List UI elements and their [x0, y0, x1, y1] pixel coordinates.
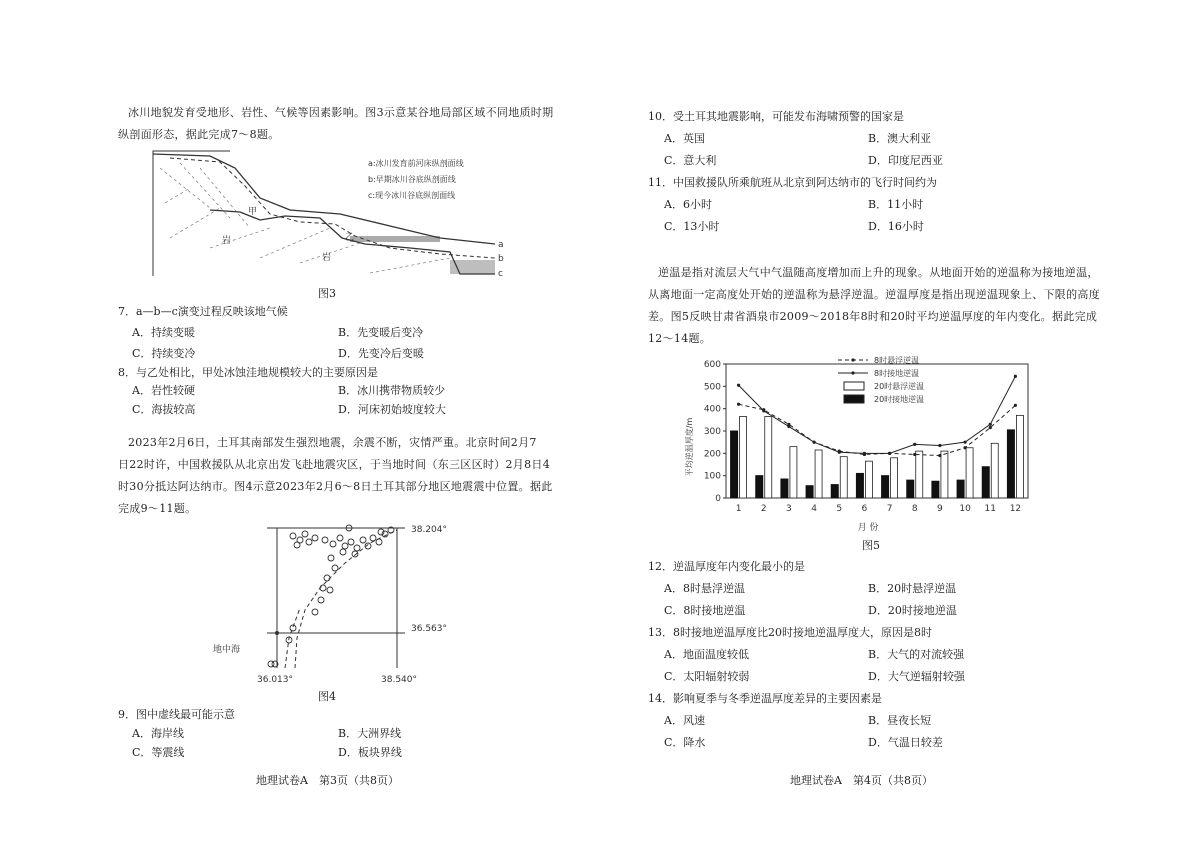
chart-x-tick-label: 7	[886, 504, 893, 514]
chart-y-tick-label: 600	[703, 360, 721, 370]
legend-label: 20时悬浮逆温	[874, 382, 925, 391]
bar-20h-elevated-inversion	[865, 461, 872, 498]
question-10-stem: 10．受土耳其地震影响，可能发布海啸预警的国家是	[648, 110, 904, 123]
line-point	[989, 426, 992, 429]
fig3-legend-b: b:早期冰川谷底纵剖面线	[368, 175, 456, 184]
fig4-sea-label: 地中海	[213, 645, 241, 655]
bar-20h-ground-inversion	[731, 431, 738, 498]
legend-bar-swatch	[844, 395, 864, 403]
chart-y-tick-label: 200	[703, 449, 721, 460]
intro-glacier-line2: 纵剖面形态，据此完成7～8题。	[118, 128, 280, 141]
figure-4-caption: 图4	[318, 690, 336, 703]
fig4-left-lon: 36.013°	[257, 675, 293, 685]
intro-inversion	[648, 262, 1128, 350]
intro-inversion-line3: 差。图5反映甘肃省酒泉市2009～2018年8时和20时平均逆温厚度的年内变化。据此完成	[648, 310, 1098, 323]
q9-option-a: A．海岸线	[132, 727, 184, 740]
chart-y-tick-label: 0	[715, 494, 721, 504]
intro-earthquake-line1: 2023年2月6日，土耳其南部发生强烈地震，余震不断，灾情严重。北京时间2月7	[128, 436, 537, 449]
fig3-label-yi: 乙	[345, 233, 355, 243]
bar-20h-ground-inversion	[982, 467, 989, 498]
bar-20h-elevated-inversion	[1016, 415, 1023, 498]
q7-option-d: D．先变冷后变暖	[338, 347, 424, 360]
fig3-label-c: c	[498, 269, 503, 279]
fig3-label-jia: 甲	[248, 207, 258, 217]
bar-20h-elevated-inversion	[840, 457, 847, 498]
q8-option-c: C．海拔较高	[132, 403, 196, 416]
q13-option-a: A．地面温度较低	[664, 648, 749, 661]
legend-marker	[851, 371, 854, 374]
chart-x-tick-label: 9	[937, 504, 943, 514]
q8-option-b: B．冰川携带物质较少	[338, 384, 446, 397]
bar-20h-ground-inversion	[781, 479, 788, 498]
question-14-stem: 14．影响夏季与冬季逆温厚度差异的主要因素是	[648, 692, 882, 705]
q9-option-b: B．大洲界线	[338, 727, 402, 740]
fig3-legend-a: a:冰川发育前河床纵剖面线	[368, 159, 464, 168]
chart-y-tick-label: 100	[703, 471, 721, 482]
q8-option-d: D．河床初始坡度较大	[338, 403, 446, 416]
line-point	[737, 403, 740, 406]
q10-option-d: D．印度尼西亚	[868, 154, 943, 167]
chart-x-tick-label: 6	[861, 504, 868, 514]
bar-20h-ground-inversion	[856, 473, 863, 498]
fig3-label-b: b	[498, 254, 504, 264]
chart-y-tick-label: 500	[703, 382, 721, 393]
line-8h-elevated-inversion	[739, 404, 1016, 455]
figure-4-map	[205, 518, 485, 688]
line-point	[888, 452, 891, 455]
bar-20h-elevated-inversion	[815, 450, 822, 498]
fig4-right-lon: 38.540°	[381, 675, 417, 685]
intro-earthquake-line4: 完成9～11题。	[118, 502, 197, 515]
chart-x-tick-label: 3	[786, 504, 792, 514]
bar-20h-elevated-inversion	[966, 448, 973, 498]
question-8-stem: 8．与乙处相比，甲处冰蚀洼地规模较大的主要原因是	[118, 366, 378, 379]
intro-earthquake-line3: 时30分抵达阿达纳市。图4示意2023年2月6～8日土耳其部分地区地震震中位置。据此	[118, 480, 553, 493]
figure-5-chart	[678, 352, 1038, 534]
chart-x-axis-label: 月 份	[857, 523, 879, 533]
q13-option-b: B．大气的对流较强	[868, 648, 965, 661]
bar-20h-ground-inversion	[1007, 430, 1014, 498]
bar-20h-elevated-inversion	[740, 416, 747, 498]
bar-20h-elevated-inversion	[790, 447, 797, 498]
line-point	[737, 384, 740, 387]
bar-20h-elevated-inversion	[941, 451, 948, 498]
fig3-legend-c: c:现今冰川谷底纵剖面线	[368, 191, 456, 200]
intro-inversion-line4: 12～14题。	[648, 332, 712, 345]
line-point	[913, 443, 916, 446]
chart-x-tick-label: 8	[911, 504, 918, 514]
q9-option-c: C．等震线	[132, 746, 185, 759]
line-point	[938, 444, 941, 447]
q12-option-b: B．20时悬浮逆温	[868, 582, 957, 595]
bar-20h-ground-inversion	[957, 480, 964, 498]
chart-x-tick-label: 11	[984, 504, 996, 514]
line-point	[812, 441, 815, 444]
chart-y-tick-label: 400	[703, 404, 721, 415]
q7-option-b: B．先变暖后变冷	[338, 326, 424, 339]
q7-option-a: A．持续变暖	[132, 326, 195, 339]
intro-earthquake-line2: 日22时许，中国救援队从北京出发飞赴地震灾区，于当地时间（东三区区时）2月8日4	[118, 458, 550, 471]
question-7-stem: 7．a—b—c演变过程反映该地气候	[118, 305, 288, 318]
line-point	[863, 452, 866, 455]
bar-20h-ground-inversion	[831, 485, 838, 498]
q12-option-a: A．8时悬浮逆温	[664, 582, 745, 595]
figure-3-profile	[150, 148, 505, 280]
q11-option-d: D．16小时	[868, 220, 924, 233]
q14-option-a: A．风速	[664, 714, 705, 727]
q14-option-b: B．昼夜长短	[868, 714, 932, 727]
line-point	[913, 453, 916, 456]
intro-glacier	[118, 102, 588, 146]
chart-y-axis-label: 平均逆温厚度/m	[685, 417, 694, 477]
chart-x-tick-label: 4	[811, 504, 817, 514]
footer-page-4: 地理试卷A 第4页（共8页）	[790, 774, 933, 787]
legend-label: 8时接地逆温	[874, 369, 920, 378]
q9-option-d: D．板块界线	[338, 746, 402, 759]
intro-glacier-line1: 冰川地貌发育受地形、岩性、气候等因素影响。图3示意某谷地局部区域不同地质时期	[128, 106, 554, 119]
line-point	[938, 454, 941, 457]
bar-20h-elevated-inversion	[891, 458, 898, 498]
q11-option-a: A．6小时	[664, 198, 712, 211]
bar-20h-ground-inversion	[806, 486, 813, 498]
fig4-top-lat: 38.204°	[411, 525, 447, 535]
q12-option-d: D．20时接地逆温	[868, 604, 957, 617]
legend-bar-swatch	[844, 382, 864, 390]
bar-20h-elevated-inversion	[991, 443, 998, 498]
q13-option-d: D．大气逆辐射较强	[868, 670, 965, 683]
question-12-stem: 12．逆温厚度年内变化最小的是	[648, 560, 805, 573]
question-13-stem: 13．8时接地逆温厚度比20时接地逆温厚度大，原因是8时	[648, 626, 932, 639]
legend-label: 8时悬浮逆温	[874, 356, 920, 365]
question-9-stem: 9．图中虚线最可能示意	[118, 708, 235, 721]
question-11-stem: 11．中国救援队所乘航班从北京到阿达纳市的飞行时间约为	[648, 176, 937, 189]
q13-option-c: C．太阳辐射较弱	[664, 670, 750, 683]
chart-y-tick-label: 300	[703, 427, 721, 437]
legend-label: 20时接地逆温	[874, 395, 925, 404]
bar-20h-ground-inversion	[932, 481, 939, 498]
footer-page-3: 地理试卷A 第3页（共8页）	[256, 774, 399, 787]
bar-20h-elevated-inversion	[765, 416, 772, 498]
line-point	[1014, 404, 1017, 407]
line-point	[989, 423, 992, 426]
bar-20h-elevated-inversion	[916, 451, 923, 498]
q12-option-c: C．8时接地逆温	[664, 604, 746, 617]
fig3-label-rock2: 岩	[322, 253, 332, 263]
q11-option-c: C．13小时	[664, 220, 720, 233]
q7-option-c: C．持续变冷	[132, 347, 196, 360]
figure-3-caption: 图3	[318, 287, 336, 300]
figure-5-caption: 图5	[862, 539, 880, 552]
legend-marker	[851, 358, 854, 361]
line-point	[838, 451, 841, 454]
bar-20h-ground-inversion	[907, 480, 914, 498]
line-point	[963, 441, 966, 444]
line-point	[762, 409, 765, 412]
line-point	[963, 446, 966, 449]
bar-20h-ground-inversion	[756, 476, 763, 498]
line-point	[1014, 375, 1017, 378]
q10-option-b: B．澳大利亚	[868, 132, 932, 145]
intro-earthquake	[118, 432, 598, 520]
bar-20h-ground-inversion	[882, 476, 889, 498]
chart-x-tick-label: 1	[735, 504, 742, 514]
line-point	[787, 425, 790, 428]
fig3-label-a: a	[498, 240, 504, 250]
q10-option-a: A．英国	[664, 132, 705, 145]
fig3-label-rock1: 岩	[222, 236, 232, 246]
intro-inversion-line1: 逆温是指对流层大气中气温随高度增加而上升的现象。从地面开始的逆温称为接地逆温，	[658, 266, 1099, 279]
chart-x-tick-label: 12	[1009, 504, 1022, 514]
chart-x-tick-label: 2	[760, 504, 767, 514]
q14-option-c: C．降水	[664, 736, 706, 749]
q8-option-a: A．岩性较硬	[132, 384, 195, 397]
intro-inversion-line2: 从离地面一定高度处开始的逆温称为悬浮逆温。逆温厚度是指出现逆温现象上、下限的高度	[648, 288, 1100, 301]
fig4-mid-lat: 36.563°	[411, 624, 447, 634]
chart-x-tick-label: 5	[836, 504, 843, 514]
q10-option-c: C．意大利	[664, 154, 717, 167]
q11-option-b: B．11小时	[868, 198, 924, 211]
q14-option-d: D．气温日较差	[868, 736, 943, 749]
chart-x-tick-label: 10	[959, 504, 971, 514]
